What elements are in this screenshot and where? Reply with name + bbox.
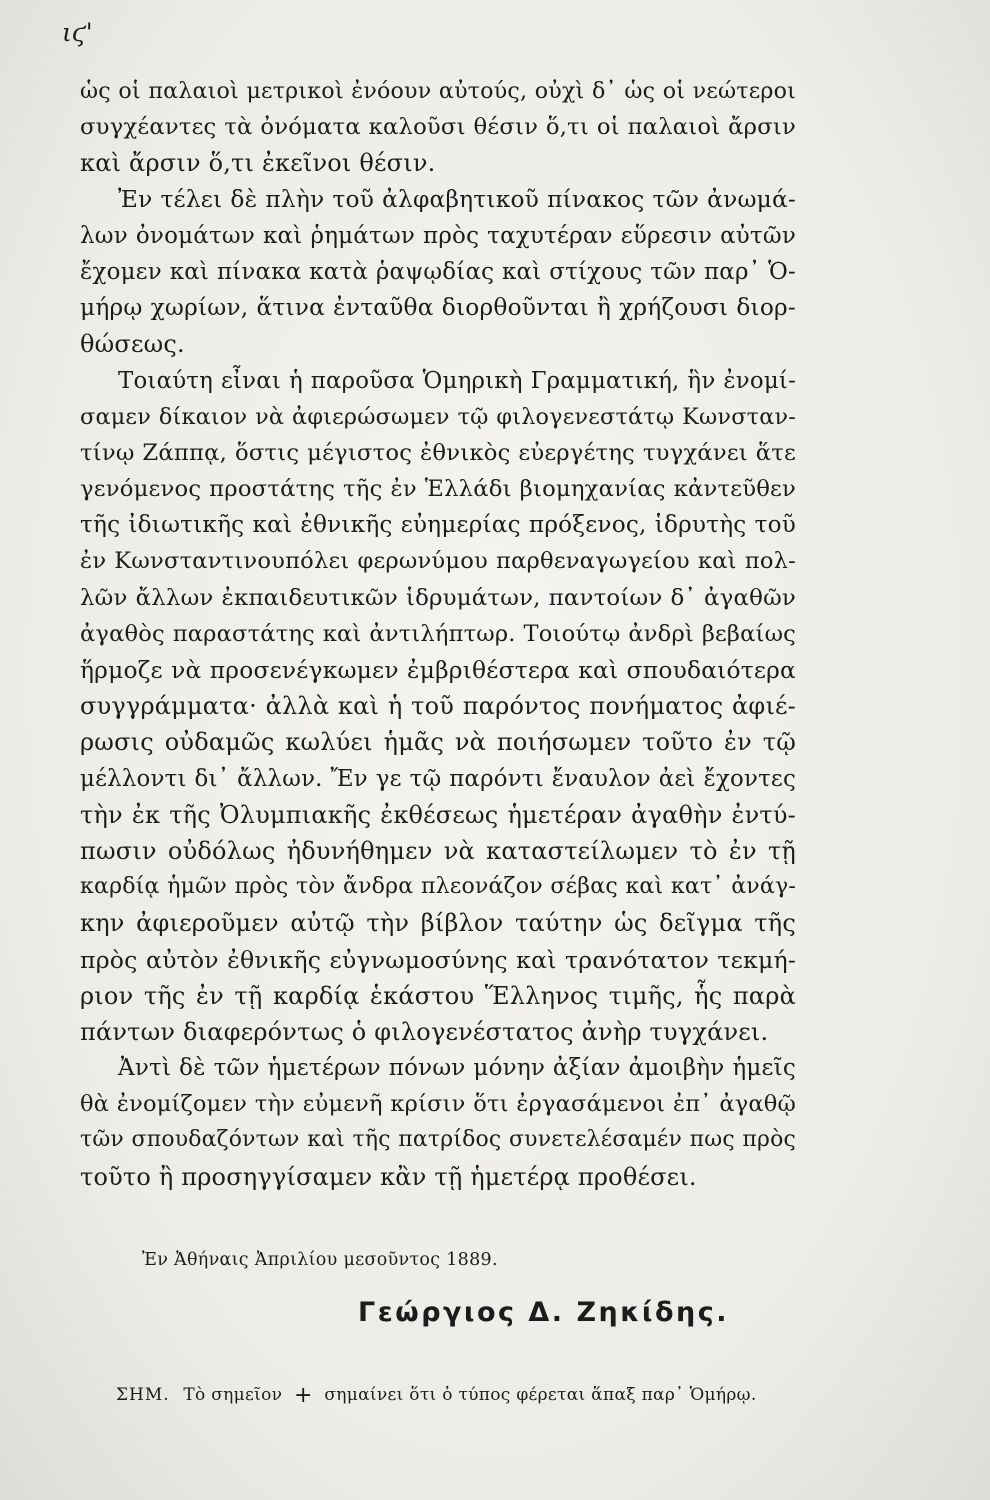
text-line: γενόμενος προστάτης τῆς ἐν Ἑλλάδι βιομηχανίας κἀντεῦθεν	[80, 476, 796, 503]
text-line: ἔχομεν καὶ πίνακα κατὰ ῥαψῳδίας καὶ στίχους τῶν παρ᾽ Ὁ-	[80, 258, 796, 285]
dateline: Ἐν Ἀθήναις Ἀπριλίου μεσοῦντος 1889.	[142, 1250, 498, 1270]
text-line: πάντων διαφερόντως ὁ φιλογενέστατος ἀνὴρ τυγχάνει.	[80, 1017, 769, 1046]
text-line: σαμεν δίκαιον νὰ ἀφιερώσωμεν τῷ φιλογενεστάτῳ Κωνσταν-	[80, 403, 796, 430]
text-line: καρδίᾳ ἡμῶν πρὸς τὸν ἄνδρα πλεονάζον σέβας καὶ κατ᾽ ἀνάγ-	[80, 874, 796, 900]
text-line: θώσεως.	[80, 330, 185, 359]
text-line: συγγράμματα· ἀλλὰ καὶ ἡ τοῦ παρόντος πονήματος ἀφιέ-	[80, 692, 796, 721]
text-line: Ἐν τέλει δὲ πλὴν τοῦ ἀλφαβητικοῦ πίνακος τῶν ἀνωμά-	[118, 185, 796, 213]
footnote-text-after: σημαίνει ὅτι ὁ τύπος φέρεται ἅπαξ παρ᾽ Ὁμήρῳ.	[324, 1385, 757, 1405]
text-line: τὴν ἐκ τῆς Ὀλυμπιακῆς ἐκθέσεως ἡμετέραν ἀγαθὴν ἐντύ-	[80, 800, 796, 829]
text-line: κην ἀφιεροῦμεν αὐτῷ τὴν βίβλον ταύτην ὡς δεῖγμα τῆς	[80, 909, 796, 938]
text-line: καὶ ἄρσιν ὅ,τι ἐκεῖνοι θέσιν.	[80, 149, 436, 178]
text-line: λῶν ἄλλων ἐκπαιδευτικῶν ἱδρυμάτων, παντοίων δ᾽ ἀγαθῶν	[80, 584, 796, 611]
text-line: τῶν σπουδαζόντων καὶ τῆς πατρίδος συνετελέσαμέν πως πρὸς	[80, 1127, 796, 1153]
page-number: ιϛ'	[62, 18, 93, 47]
text-line: ἀγαθὸς παραστάτης καὶ ἀντιλήπτωρ. Τοιούτῳ ἀνδρὶ βεβαίως	[80, 620, 796, 647]
author-signature: Γεώργιος Δ. Ζηκίδης.	[358, 1297, 729, 1328]
footnote-label: ΣΗΜ.	[116, 1385, 170, 1405]
cross-symbol-icon: +	[293, 1383, 313, 1408]
text-line: λων ὀνομάτων καὶ ῥημάτων πρὸς ταχυτέραν εὕρεσιν αὐτῶν	[80, 222, 796, 249]
text-line: τοῦτο ἢ προσηγγίσαμεν κἂν τῇ ἡμετέρᾳ προθέσει.	[80, 1162, 697, 1191]
text-line: ἥρμοζε νὰ προσενέγκωμεν ἐμβριθέστερα καὶ σπουδαιότερα	[80, 656, 796, 684]
text-line: Ἀντὶ δὲ τῶν ἡμετέρων πόνων μόνην ἀξίαν ἀμοιβὴν ἡμεῖς	[118, 1055, 796, 1082]
text-line: πρὸς αὐτὸν ἐθνικῆς εὐγνωμοσύνης καὶ τρανότατον τεκμή-	[80, 945, 796, 974]
footnote	[116, 1381, 757, 1406]
text-line: συγχέαντες τὰ ὀνόματα καλοῦσι θέσιν ὅ,τι οἱ παλαιοὶ ἄρσιν	[80, 114, 796, 141]
footnote-text-before: Τὸ σημεῖον	[183, 1385, 283, 1405]
body-text	[80, 73, 796, 1195]
text-line: ὡς οἱ παλαιοὶ μετρικοὶ ἐνόουν αὐτούς, οὐχὶ δ᾽ ὡς οἱ νεώτεροι	[80, 78, 796, 104]
text-line: μήρῳ χωρίων, ἅτινα ἐνταῦθα διορθοῦνται ἢ χρήζουσι διορ-	[80, 294, 796, 322]
text-line: τίνῳ Ζάππᾳ, ὅστις μέγιστος ἐθνικὸς εὐεργέτης τυγχάνει ἅτε	[80, 439, 796, 466]
text-line: ἐν Κωνσταντινουπόλει φερωνύμου παρθεναγωγείου καὶ πολ-	[80, 548, 796, 575]
text-line: Τοιαύτη εἶναι ἡ παροῦσα Ὁμηρικὴ Γραμματική, ἣν ἐνομί-	[118, 367, 796, 394]
text-line: τῆς ἰδιωτικῆς καὶ ἐθνικῆς εὐημερίας πρόξενος, ἱδρυτὴς τοῦ	[80, 511, 796, 539]
text-line: θὰ ἐνομίζομεν τὴν εὐμενῆ κρίσιν ὅτι ἐργασάμενοι ἐπ᾽ ἀγαθῷ	[80, 1091, 796, 1118]
text-line: μέλλοντι δι᾽ ἄλλων. Ἔν γε τῷ παρόντι ἔναυλον ἀεὶ ἔχοντες	[80, 765, 796, 792]
text-line: ριον τῆς ἐν τῇ καρδίᾳ ἑκάστου Ἕλληνος τιμῆς, ἧς παρὰ	[80, 981, 796, 1010]
text-line: πωσιν οὐδόλως ἠδυνήθημεν νὰ καταστείλωμεν τὸ ἐν τῇ	[80, 836, 796, 865]
text-line: ρωσις οὐδαμῶς κωλύει ἡμᾶς νὰ ποιήσωμεν τοῦτο ἐν τῷ	[80, 728, 796, 757]
